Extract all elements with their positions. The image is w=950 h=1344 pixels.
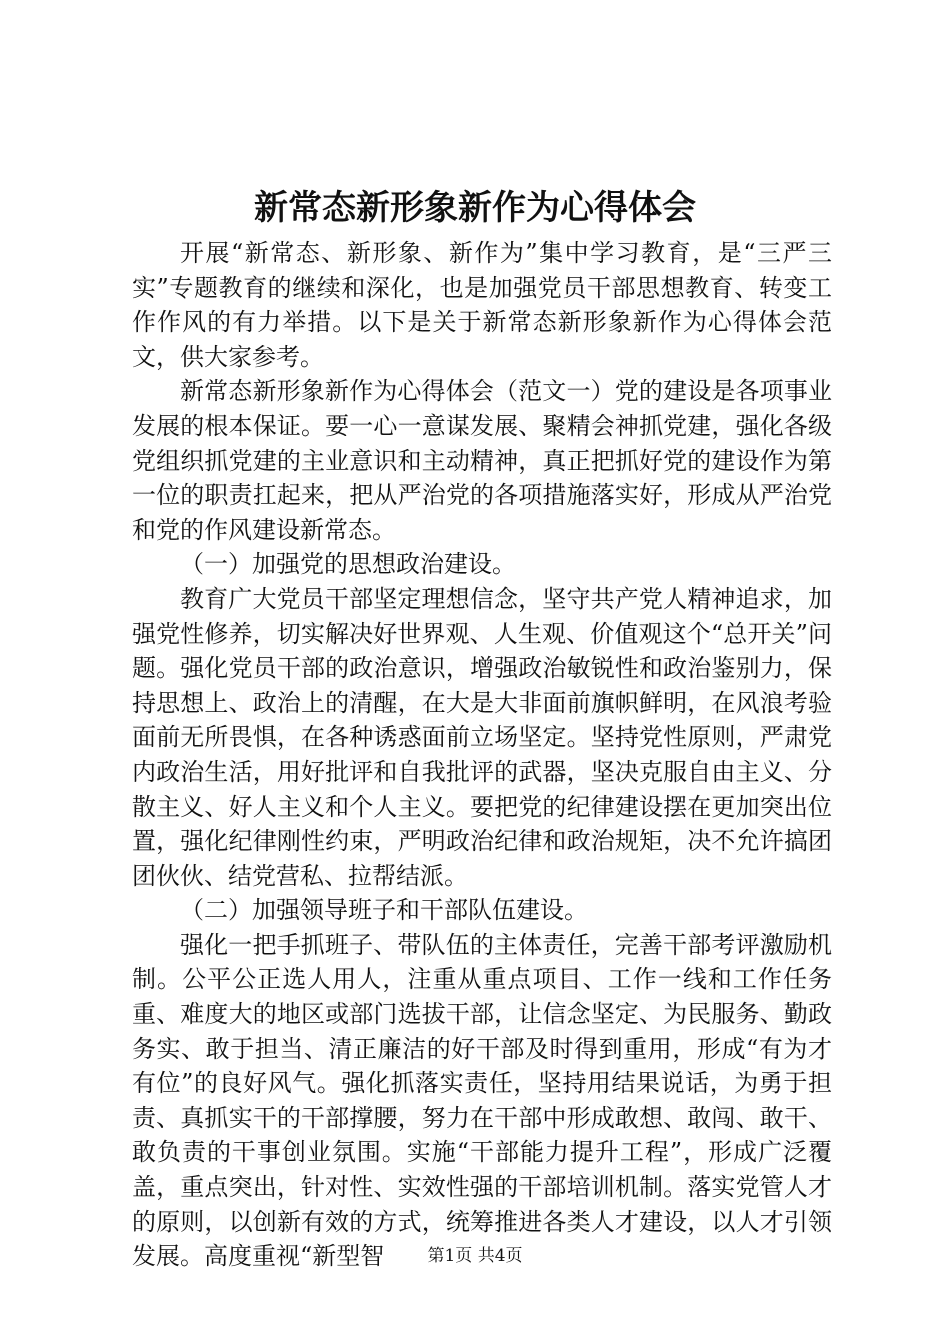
section-heading-two: （二）加强领导班子和干部队伍建设。 [180,896,588,925]
section-two-paragraph: 强化一把手抓班子、带队伍的主体责任，完善干部考评激励机制。公平公正选人用人，注重从重点项目、工作一线和工作任务重、难度大的地区或部门选拔干部，让信念坚定、为民服务、勤政务实、敢于担当、清正廉洁的好干部及时得到重用，形成“有为才有位”的良好风气。强化抓落实责任，坚持用结果说话，为勇于担责、真抓实干的干部撑腰，努力在干部中形成敢想、敢闯、敢干、敢负责的干事创业氛围。实施“干部能力提升工程”，形成广泛覆盖，重点突出，针对性、实效性强的干部培训机制。落实党管人才的原则，以创新有效的方式，统筹推进各类人才建设，以人才引领发展。高度重视“新型智 [132,930,832,1271]
section-heading-one: （一）加强党的思想政治建设。 [180,550,516,579]
section-one-paragraph: 教育广大党员干部坚定理想信念，坚守共产党人精神追求，加强党性修养，切实解决好世界观、人生观、价值观这个“总开关”问题。强化党员干部的政治意识，增强政治敏锐性和政治鉴别力，保持思想上、政治上的清醒，在大是大非面前旗帜鲜明，在风浪考验面前无所畏惧，在各种诱惑面前立场坚定。坚持党性原则，严肃党内政治生活，用好批评和自我批评的武器，坚决克服自由主义、分散主义、好人主义和个人主义。要把党的纪律建设摆在更加突出位置，强化纪律刚性约束，严明政治纪律和政治规矩，决不允许搞团团伙伙、结党营私、拉帮结派。 [132,584,832,890]
sample-one-paragraph: 新常态新形象新作为心得体会（范文一）党的建设是各项事业发展的根本保证。要一心一意谋发展、聚精会神抓党建，强化各级党组织抓党建的主业意识和主动精神，真正把抓好党的建设作为第一位的职责扛起来，把从严治党的各项措施落实好，形成从严治党和党的作风建设新常态。 [132,377,832,544]
page-footer: 第1页 共4页 [427,1246,523,1266]
document-title: 新常态新形象新作为心得体会 [254,188,696,228]
intro-paragraph: 开展“新常态、新形象、新作为”集中学习教育，是“三严三实”专题教育的继续和深化，也是加强党员干部思想教育、转变工作作风的有力举措。以下是关于新常态新形象新作为心得体会范文，供大家参考。 [132,239,832,371]
document-body [132,236,832,1274]
